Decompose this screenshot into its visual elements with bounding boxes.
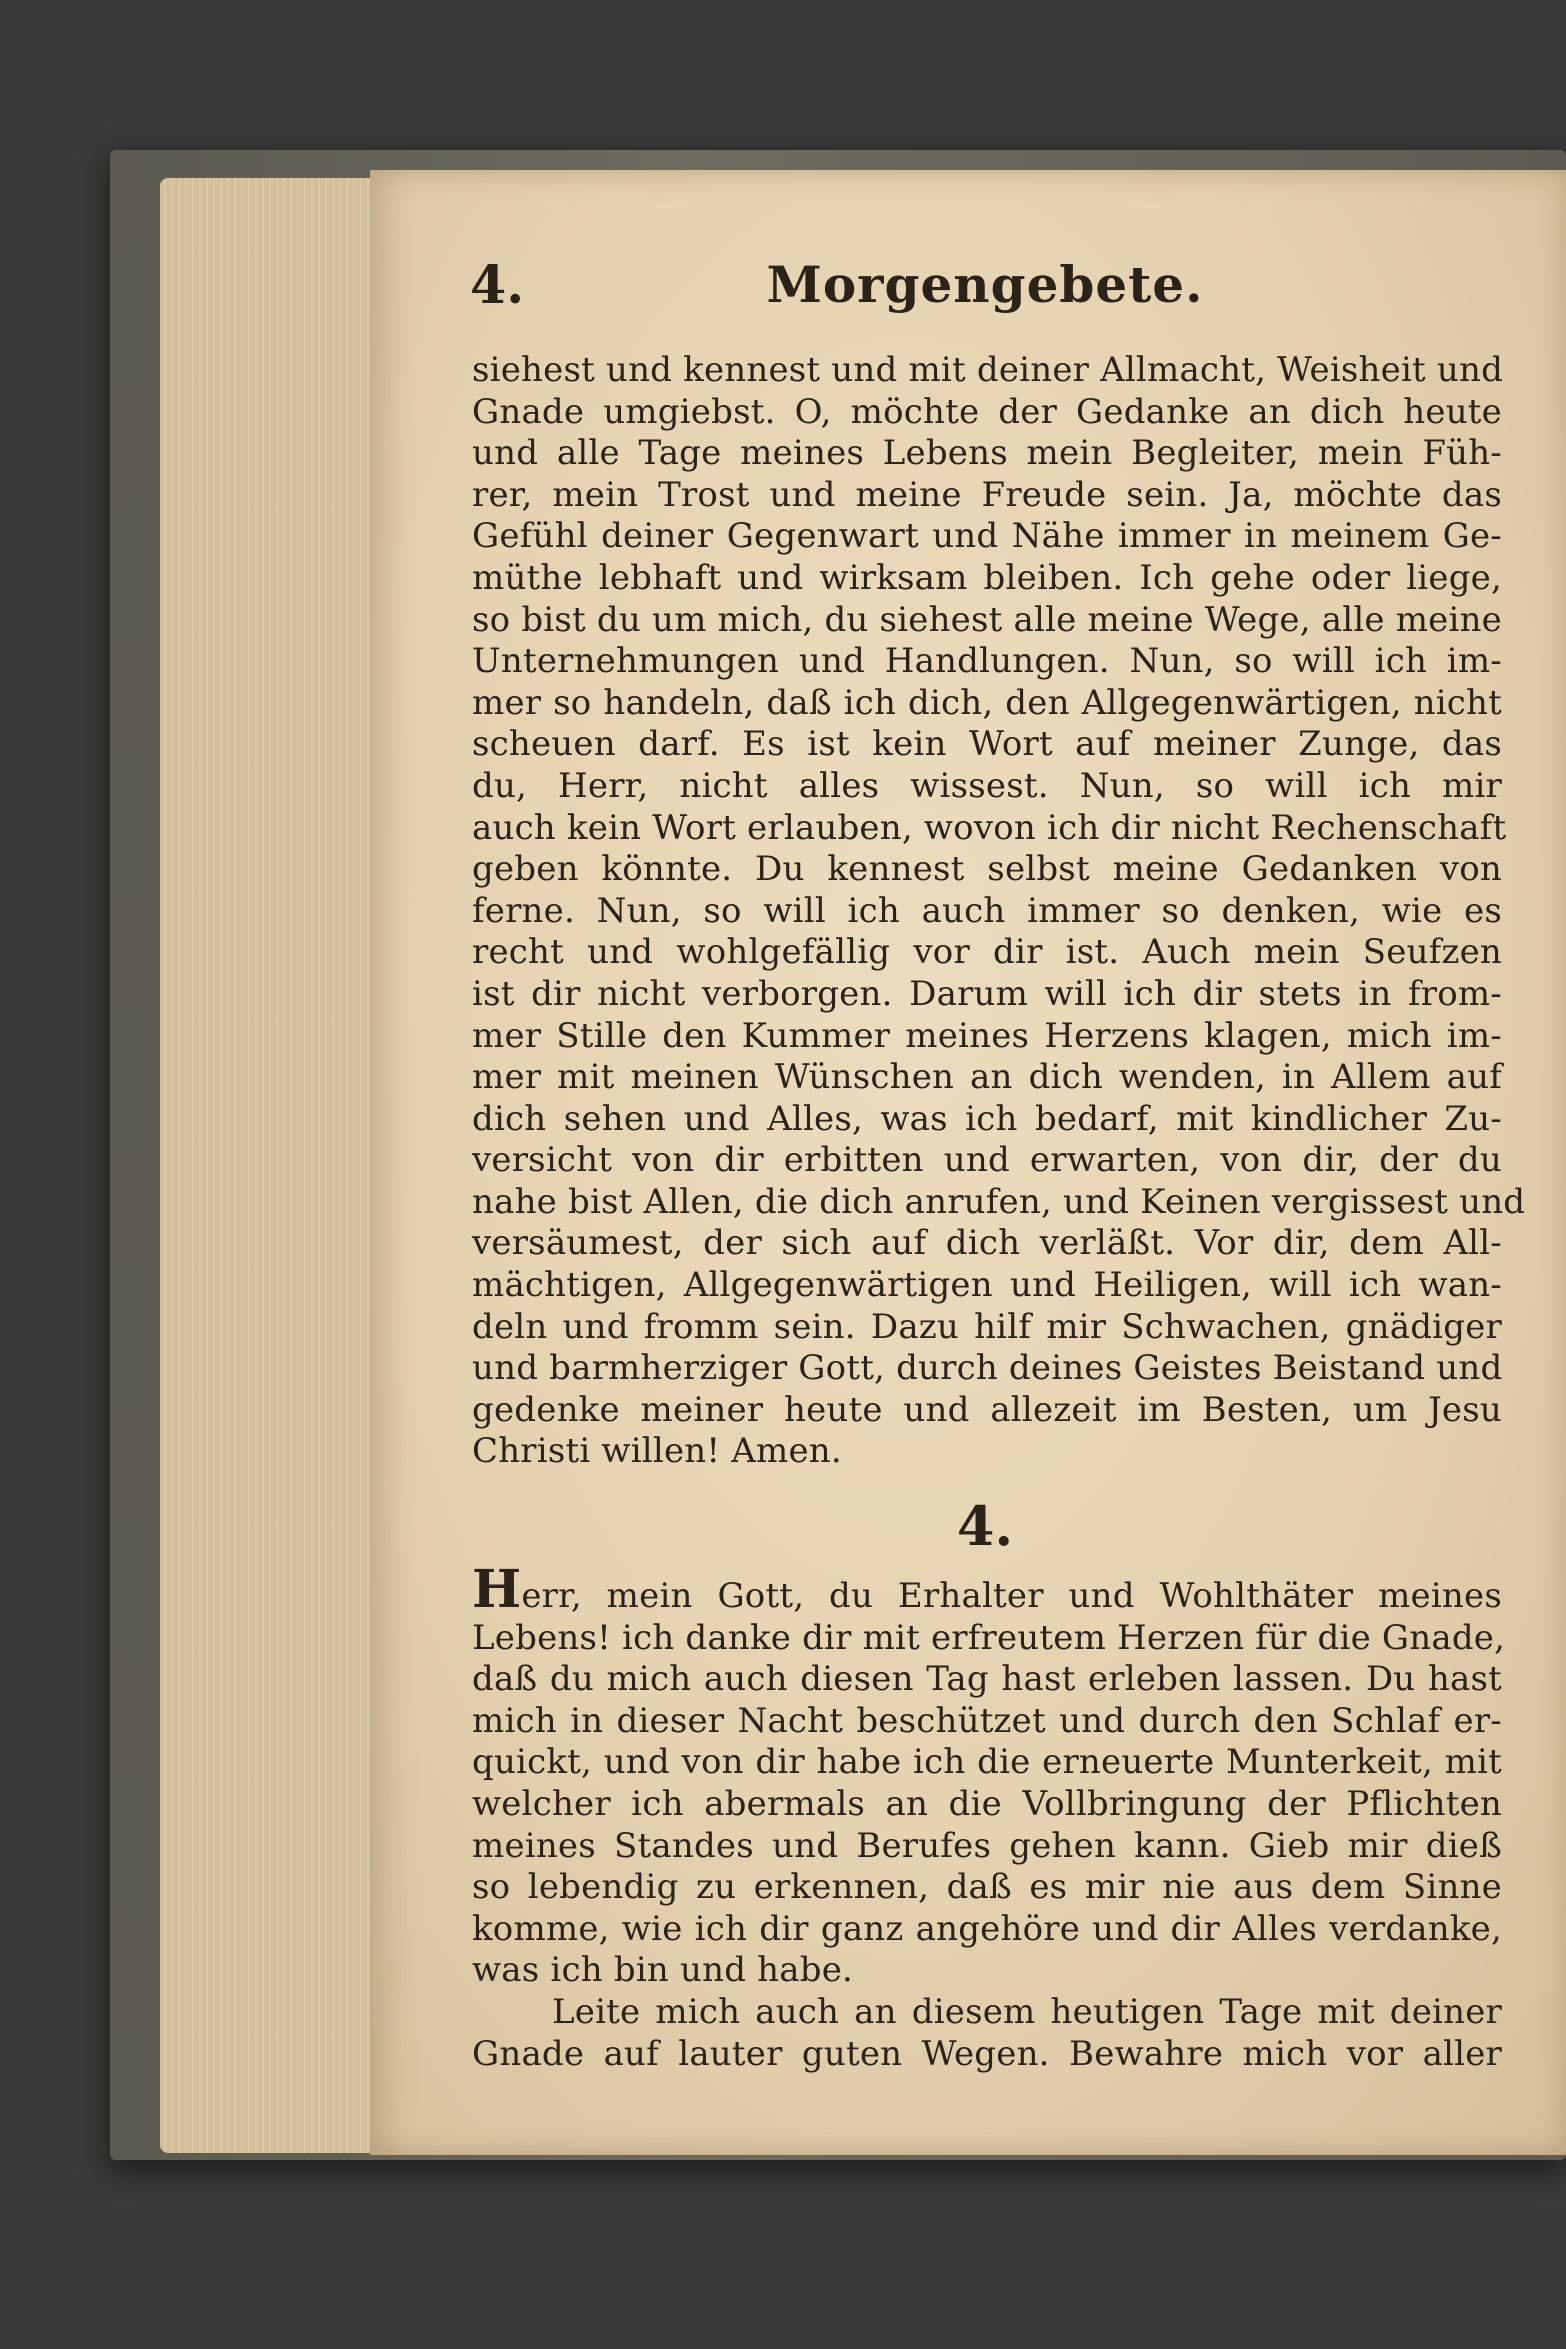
drop-cap: H bbox=[472, 1559, 522, 1620]
text-line: meines Standes und Berufes gehen kann. Gieb mir dieß bbox=[472, 1825, 1502, 1866]
text-line: Gnade umgiebst. O, möchte der Gedanke an dich heute bbox=[472, 391, 1502, 432]
text-line: siehest und kennest und mit deiner Allmacht, Weisheit und bbox=[472, 350, 1504, 390]
prayer-four-text bbox=[472, 1559, 1506, 2075]
text-line: geben könnte. Du kennest selbst meine Gedanken von bbox=[472, 849, 1502, 890]
text-line: deln und fromm sein. Dazu hilf mir Schwachen, gnädiger bbox=[472, 1306, 1502, 1347]
text-line: komme, wie ich dir ganz angehöre und dir Alles verdanke, bbox=[472, 1908, 1502, 1949]
text-line: was ich bin und habe. bbox=[472, 1950, 854, 1991]
text-line: dich sehen und Alles, was ich bedarf, mit kindlicher Zu- bbox=[472, 1098, 1502, 1139]
text-line: daß du mich auch diesen Tag hast erleben lassen. Du hast bbox=[472, 1659, 1502, 1700]
text-line: nahe bist Allen, die dich anrufen, und Keinen vergissest und bbox=[472, 1181, 1526, 1222]
text-line: und barmherziger Gott, durch deines Geistes Beistand und bbox=[472, 1348, 1503, 1389]
text-line: recht und wohlgefällig vor dir ist. Auch mein Seufzen bbox=[472, 932, 1502, 973]
text-line: ferne. Nun, so will ich auch immer so denken, wie es bbox=[472, 890, 1502, 931]
text-line: welcher ich abermals an die Vollbringung der Pflichten bbox=[472, 1783, 1502, 1824]
page-number: 4. bbox=[470, 255, 525, 316]
text-line: rer, mein Trost und meine Freude sein. Ja, möchte das bbox=[472, 474, 1502, 515]
text-line: scheuen darf. Es ist kein Wort auf meiner Zunge, das bbox=[472, 724, 1502, 765]
text-line: so lebendig zu erkennen, daß es mir nie aus dem Sinne bbox=[472, 1867, 1502, 1908]
text-line: Lebens! ich danke dir mit erfreutem Herzen für die Gnade, bbox=[472, 1617, 1506, 1658]
text-line: Gnade auf lauter guten Wegen. Bewahre mich vor aller bbox=[472, 2033, 1502, 2074]
first-line-rest: err, mein Gott, du Erhalter und Wohlthäter meines bbox=[521, 1576, 1502, 1616]
text-line: müthe lebhaft und wirksam bleiben. Ich gehe oder liege, bbox=[472, 557, 1502, 598]
text-line bbox=[472, 1559, 1502, 1620]
text-line: und alle Tage meines Lebens mein Begleiter, mein Füh- bbox=[472, 433, 1502, 474]
text-line: mich in dieser Nacht beschützet und durch den Schlaf er- bbox=[472, 1700, 1502, 1741]
text-line: Gefühl deiner Gegenwart und Nähe immer in meinem Ge- bbox=[472, 516, 1502, 557]
running-head bbox=[470, 255, 1500, 335]
prayer-continuation bbox=[472, 350, 1526, 1473]
text-line: mächtigen, Allgegenwärtigen und Heiligen, will ich wan- bbox=[472, 1265, 1502, 1306]
page-title: Morgengebete. bbox=[766, 255, 1204, 314]
text-line: mer Stille den Kummer meines Herzens klagen, mich im- bbox=[472, 1015, 1502, 1056]
text-line: du, Herr, nicht alles wissest. Nun, so will ich mir bbox=[472, 765, 1502, 806]
text-line: so bist du um mich, du siehest alle meine Wege, alle meine bbox=[472, 599, 1502, 640]
prayer-heading: 4. bbox=[956, 1494, 1014, 1558]
text-line: versicht von dir erbitten und erwarten, von dir, der du bbox=[472, 1140, 1502, 1181]
text-line: Christi willen! Amen. bbox=[472, 1431, 842, 1472]
text-line: Unternehmungen und Handlungen. Nun, so will ich im- bbox=[472, 641, 1502, 682]
text-line: auch kein Wort erlauben, wovon ich dir nicht Rechenschaft bbox=[472, 807, 1507, 848]
text-line: mer so handeln, daß ich dich, den Allgegenwärtigen, nicht bbox=[472, 682, 1502, 723]
text-line: versäumest, der sich auf dich verläßt. Vor dir, dem All- bbox=[472, 1223, 1502, 1264]
text-line: gedenke meiner heute und allezeit im Besten, um Jesu bbox=[472, 1389, 1502, 1430]
text-line: mer mit meinen Wünschen an dich wenden, in Allem auf bbox=[472, 1057, 1502, 1098]
text-line: Leite mich auch an diesem heutigen Tage mit deiner bbox=[552, 1991, 1502, 2032]
text-line: quickt, und von dir habe ich die erneuerte Munterkeit, mit bbox=[472, 1742, 1502, 1783]
text-line: ist dir nicht verborgen. Darum will ich dir stets in from- bbox=[472, 973, 1502, 1014]
page-edges bbox=[160, 178, 380, 2153]
